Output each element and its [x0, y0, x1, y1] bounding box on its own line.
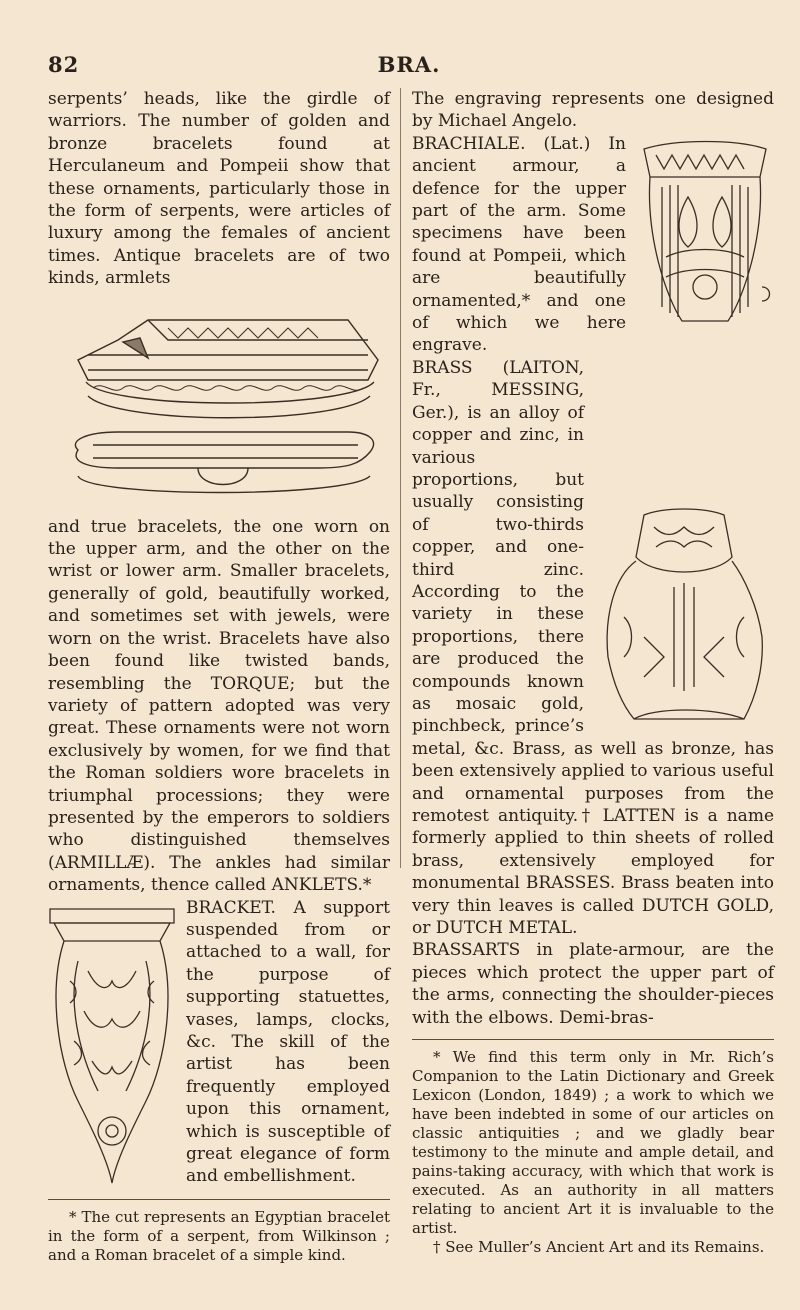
footnote-muller: † See Muller’s Ancient Art and its Remains. [433, 1238, 765, 1257]
right-column [412, 88, 774, 1257]
paragraph-bracket-engraving: The engraving represents one designed by Michael Angelo. [412, 89, 774, 132]
footnote-rule-right [412, 1039, 774, 1040]
paragraph-bracket: BRACKET. A support suspended from or attached to a wall, for the purpose of supporting statuettes, vases, lamps, clocks, &c. The skill of the artist has been frequently employed upon this ornament, which is susceptible of great elegance of form and embellishment. [186, 897, 390, 1187]
page-number: 82 [48, 52, 80, 77]
brachiale-engraving [636, 137, 774, 325]
paragraph-bracelets-intro: serpents’ heads, like the girdle of warriors. The number of golden and bronze bracelets found at Herculaneum and Pompeii show that these ornaments, particularly those in the form of serpents, were articles of luxury among the females of ancient times. Antique bracelets are of two kinds, armlets [48, 89, 390, 289]
paragraph-brachiale: BRACHIALE. (Lat.) In ancient armour, a defence for the upper part of the arm. Some specimens have been found at Pompeii, which are beautifully ornamented,* and one of which we here engrave. [412, 133, 626, 356]
bracket-engraving [48, 901, 176, 1185]
paragraph-brassarts: BRASSARTS in plate-armour, are the pieces which protect the upper part of the arms, connecting the shoulder-pieces with the elbows. Demi-bras- [412, 940, 774, 1028]
page-header [48, 52, 770, 82]
left-column [48, 88, 390, 1265]
footnote-bracelet-cut: * The cut represents an Egyptian bracelet in the form of a serpent, from Wilkinson ; and a Roman bracelet of a simple kind. [48, 1207, 390, 1264]
footnote-right [412, 1048, 774, 1257]
footnote-rich-companion: * We find this term only in Mr. Rich’s Companion to the Latin Dictionary and Greek Lexicon (London, 1849) ; a work to which we have been indebted in some of our articles on classic antiquities ; and we gladly bear testimony to the minute and ample detail, and pains-taking accuracy, with which that work is executed. As an authority in all matters relating to ancient Art it is invaluable to the artist. [412, 1048, 774, 1238]
brassarts-engraving [594, 507, 774, 729]
column-divider [400, 88, 401, 868]
footnote-left [48, 1208, 390, 1265]
paragraph-bracelets-kinds: and true bracelets, the one worn on the upper arm, and the other on the wrist or lower arm. Smaller bracelets, generally of gold, beautifully worked, and sometimes set with jewels, were worn on the wrist. Bracelets have also been found like twisted bands, resembling the TORQUE; but the variety of pattern adopted was very great. These ornaments were not worn exclusively by women, for we find that the Roman soldiers wore bracelets in triumphal processions; they were presented by the emperors to soldiers who distinguished themselves (ARMILLÆ). The ankles had similar ornaments, thence called ANKLETS.* [48, 516, 390, 896]
paragraph-brass: BRASS (LAITON, Fr., MESSING, Ger.), is an alloy of copper and zinc, in various proportions, but usually consisting of two-thirds copper, and one-third zinc. According to the variety in these proportions, there are produced the compounds known as mosaic gold, pinchbeck, prince’s metal, &c. Brass, as well as bronze, has been extensively applied to various useful and ornamental purposes from the remotest antiquity.† LATTEN is a name formerly applied to thin sheets of rolled brass, extensively employed for monumental BRASSES. Brass beaten into very thin leaves is called DUTCH GOLD, or DUTCH METAL. [412, 357, 774, 939]
footnote-rule [48, 1199, 390, 1200]
bracelets-engraving [48, 300, 390, 510]
running-head: BRA. [377, 52, 441, 77]
